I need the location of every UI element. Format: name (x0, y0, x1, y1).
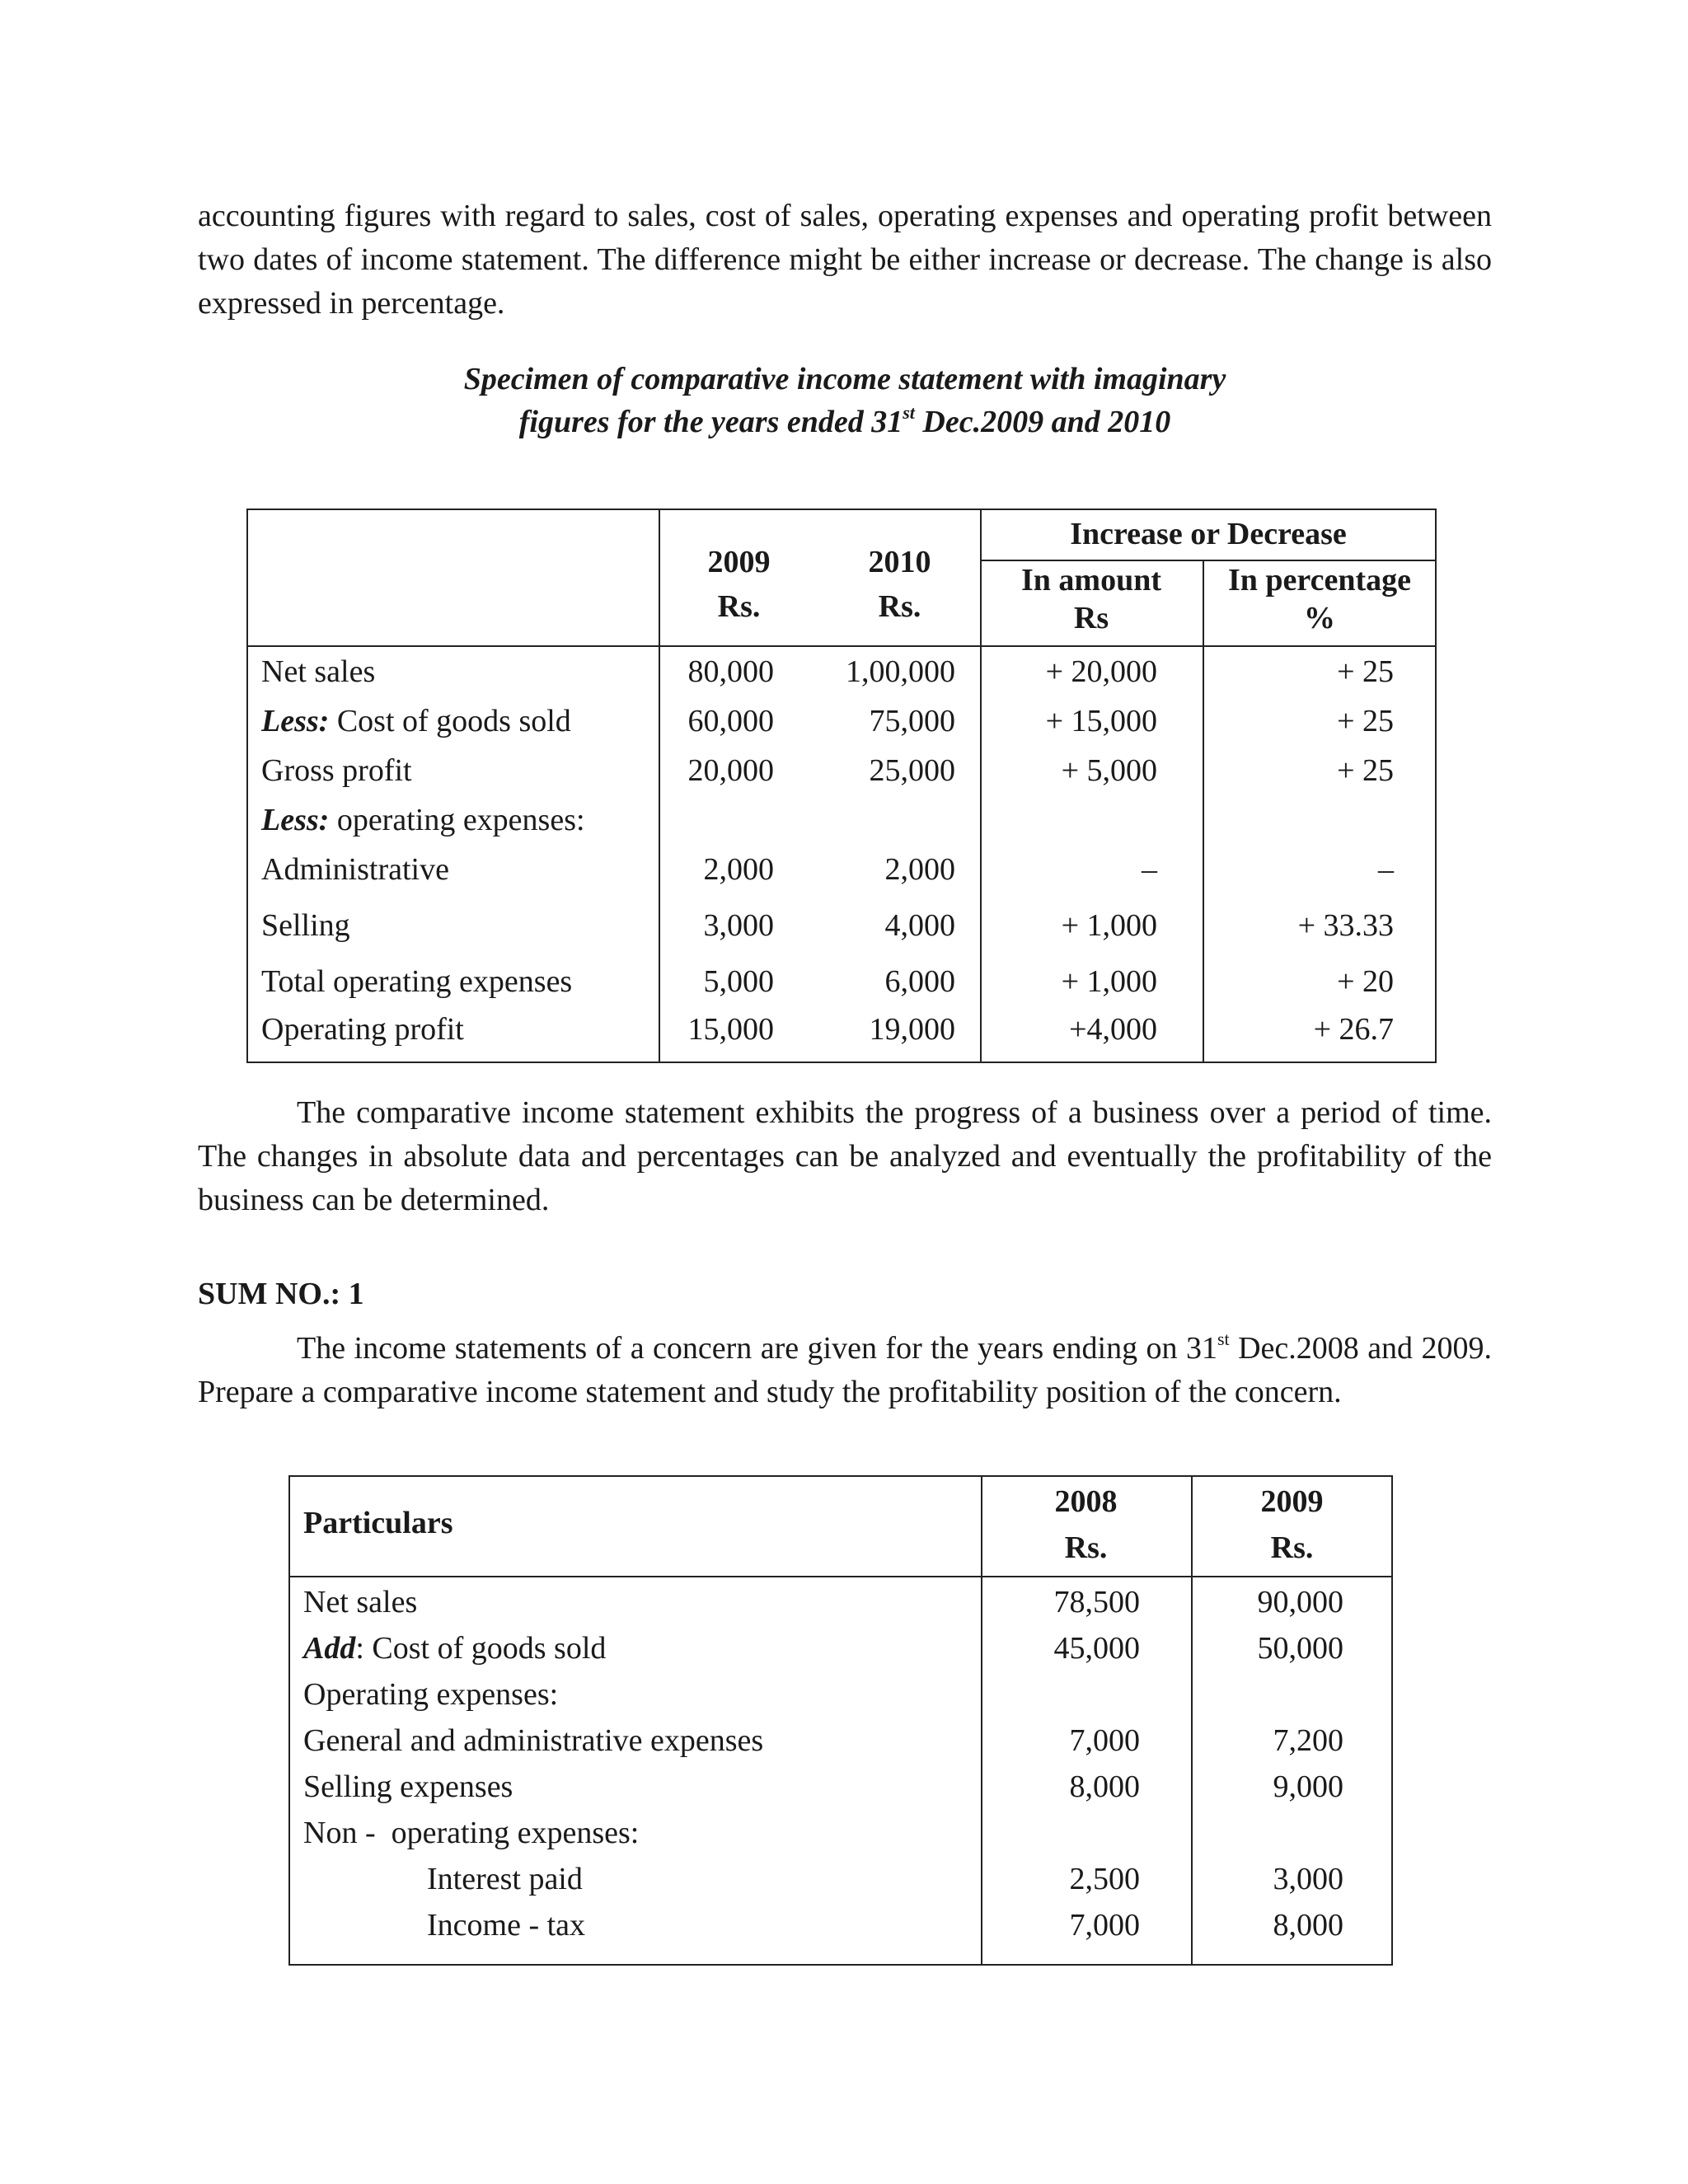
value-percent: + 20 (1337, 964, 1394, 999)
value-amount: + 5,000 (1061, 753, 1157, 788)
row-label-text: Selling (261, 908, 350, 943)
value-percent: + 25 (1337, 704, 1394, 738)
value-2009: 9,000 (1273, 1769, 1343, 1804)
value-2008: 7,000 (1069, 1723, 1140, 1758)
value-2010: 19,000 (869, 1012, 955, 1047)
sum-heading: SUM NO.: 1 (198, 1277, 364, 1311)
value-amount: – (1142, 852, 1157, 887)
row-label-text: Administrative (261, 852, 449, 887)
row-label-text: Selling expenses (303, 1769, 513, 1804)
row-label-text: Interest paid (427, 1862, 583, 1896)
row-label (261, 907, 350, 944)
header-increase-decrease: Increase or Decrease (1070, 517, 1347, 551)
row-label (427, 1907, 585, 1943)
value-2010: 75,000 (869, 704, 955, 738)
row-label (427, 1861, 583, 1897)
value-2010: 4,000 (884, 908, 955, 943)
row-label (261, 703, 571, 739)
header-in-percentage: In percentage % (1228, 563, 1411, 635)
value-percent: + 25 (1337, 654, 1394, 689)
row-label-text: General and administrative expenses (303, 1723, 764, 1758)
header-in-amount: In amount Rs (1021, 563, 1161, 635)
specimen-caption (198, 358, 1492, 443)
row-label (261, 963, 572, 1000)
row-label-prefix: Add (303, 1631, 356, 1666)
header-2009: 2009 Rs. (707, 545, 771, 624)
value-percent: + 33.33 (1297, 908, 1394, 943)
row-label (303, 1722, 763, 1759)
header-divider (288, 1576, 1393, 1577)
value-2009: 2,000 (703, 852, 774, 887)
header-2010: 2010 Rs. (868, 545, 931, 624)
value-amount: + 1,000 (1061, 908, 1157, 943)
header-2008: 2008 Rs. (1054, 1484, 1118, 1565)
value-2009: 50,000 (1257, 1631, 1343, 1666)
value-amount: + 20,000 (1045, 654, 1157, 689)
value-2008: 2,500 (1069, 1862, 1140, 1896)
value-2010: 2,000 (884, 852, 955, 887)
value-2008: 45,000 (1053, 1631, 1140, 1666)
specimen-caption-line1: Specimen of comparative income statement with imaginary (463, 362, 1226, 396)
value-percent: + 26.7 (1313, 1012, 1394, 1047)
sum-paragraph: The income statements of a concern are given for the years ending on 31st Dec.2008 and 2009. Prepare a comparative income statement and study the profitability position of the concern. (198, 1329, 1492, 1409)
row-label-text: Income - tax (427, 1908, 586, 1943)
value-2008: 7,000 (1069, 1908, 1140, 1943)
row-label (261, 1011, 464, 1047)
value-2010: 1,00,000 (846, 654, 955, 689)
value-2009: 7,200 (1273, 1723, 1343, 1758)
row-label (261, 851, 449, 888)
value-2009: 80,000 (687, 654, 774, 689)
row-label-text: Operating expenses: (303, 1677, 559, 1712)
value-percent: + 25 (1337, 753, 1394, 788)
summary-paragraph: The comparative income statement exhibits the progress of a business over a period of time. The changes in absolute data and percentages can be analyzed and eventually the profitability of the business can be determined. (198, 1095, 1492, 1217)
row-label-text: Operating profit (261, 1012, 464, 1047)
row-label (261, 752, 412, 789)
value-amount: +4,000 (1069, 1012, 1157, 1047)
value-2009: 20,000 (687, 753, 774, 788)
header-particulars: Particulars (303, 1506, 453, 1540)
specimen-caption-line2: figures for the years ended 31st Dec.2009 and 2010 (518, 402, 1171, 439)
value-percent: – (1378, 852, 1394, 887)
header-2009: 2009 Rs. (1260, 1484, 1324, 1565)
row-label (261, 654, 375, 690)
value-amount: + 15,000 (1045, 704, 1157, 738)
value-2010: 6,000 (884, 964, 955, 999)
value-2010: 25,000 (869, 753, 955, 788)
row-label (303, 1769, 513, 1805)
row-label-text: Cost of goods sold (329, 704, 571, 738)
row-label (303, 1676, 558, 1713)
value-2009: 5,000 (703, 964, 774, 999)
row-label-text: operating expenses: (329, 803, 585, 837)
row-label (303, 1815, 639, 1851)
value-2009: 8,000 (1273, 1908, 1343, 1943)
row-label-prefix: Less: (261, 803, 330, 837)
row-label-text: Non - operating expenses: (303, 1816, 640, 1850)
value-2008: 78,500 (1053, 1585, 1140, 1619)
intro-paragraph: accounting figures with regard to sales, cost of sales, operating expenses and operating profit between two dates of income statement. The difference might be either increase or decrease. The change is also expressed in percentage. (198, 199, 1492, 321)
value-2008: 8,000 (1069, 1769, 1140, 1804)
value-2009: 60,000 (687, 704, 774, 738)
value-2009: 3,000 (703, 908, 774, 943)
row-label (303, 1630, 606, 1666)
row-label-text: Total operating expenses (261, 964, 573, 999)
comparative-income-table (246, 509, 1437, 1063)
income-statement-table (288, 1475, 1393, 1966)
row-label (303, 1584, 417, 1620)
value-2009: 3,000 (1273, 1862, 1343, 1896)
row-label (261, 802, 585, 838)
value-2009: 90,000 (1257, 1585, 1343, 1619)
row-label-text: Net sales (303, 1585, 418, 1619)
value-2009: 15,000 (687, 1012, 774, 1047)
value-amount: + 1,000 (1061, 964, 1157, 999)
row-label-text: Net sales (261, 654, 376, 689)
row-label-text: : Cost of goods sold (355, 1631, 607, 1666)
row-label-prefix: Less: (261, 704, 330, 738)
row-label-text: Gross profit (261, 753, 412, 788)
header-divider (246, 645, 1437, 647)
